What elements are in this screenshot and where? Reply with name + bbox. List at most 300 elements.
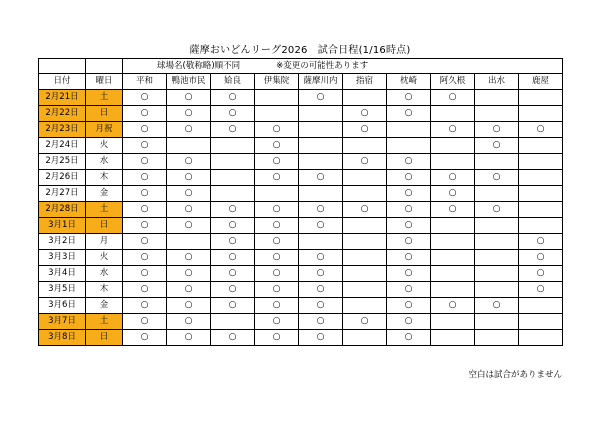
game-mark: ○: [272, 236, 281, 246]
game-cell: [123, 314, 167, 330]
game-mark: ○: [140, 92, 149, 102]
game-cell: [431, 330, 475, 346]
game-cell: [431, 138, 475, 154]
game-cell: [431, 170, 475, 186]
game-cell: [519, 106, 563, 122]
game-mark: ○: [404, 284, 413, 294]
game-cell: [519, 250, 563, 266]
game-cell: [475, 90, 519, 106]
game-cell: [299, 298, 343, 314]
game-cell: [123, 106, 167, 122]
date-cell: 3月1日: [39, 218, 86, 234]
game-mark: ○: [492, 140, 501, 150]
game-mark: ○: [228, 124, 237, 134]
game-mark: ○: [272, 252, 281, 262]
page-title: 薩摩おいどんリーグ2026 試合日程(1/16時点): [189, 45, 411, 56]
game-cell: [431, 314, 475, 330]
game-mark: ○: [272, 284, 281, 294]
game-mark: ○: [404, 172, 413, 182]
game-cell: [343, 298, 387, 314]
game-cell: [387, 202, 431, 218]
game-cell: [343, 90, 387, 106]
game-mark: ○: [140, 300, 149, 310]
game-cell: [211, 90, 255, 106]
date-cell: 2月22日: [39, 106, 86, 122]
game-cell: [167, 266, 211, 282]
column-header-row: [39, 74, 563, 90]
weekday-cell: 木: [86, 282, 123, 298]
game-cell: [255, 154, 299, 170]
schedule-row: [39, 298, 563, 314]
schedule-row: [39, 234, 563, 250]
game-mark: ○: [184, 124, 193, 134]
game-mark: ○: [272, 300, 281, 310]
game-cell: [343, 202, 387, 218]
game-cell: [255, 138, 299, 154]
game-cell: [387, 234, 431, 250]
game-mark: ○: [228, 300, 237, 310]
change-notice: ※変更の可能性あります: [276, 61, 369, 71]
game-cell: [387, 250, 431, 266]
game-cell: [387, 282, 431, 298]
game-mark: ○: [228, 332, 237, 342]
game-cell: [519, 314, 563, 330]
game-cell: [519, 170, 563, 186]
game-cell: [299, 250, 343, 266]
schedule-row: [39, 170, 563, 186]
game-cell: [475, 218, 519, 234]
game-mark: ○: [140, 332, 149, 342]
game-cell: [299, 218, 343, 234]
footer-note: 空白は試合がありません: [468, 370, 562, 380]
game-cell: [299, 314, 343, 330]
game-cell: [343, 154, 387, 170]
date-cell: 2月26日: [39, 170, 86, 186]
game-cell: [299, 122, 343, 138]
game-mark: ○: [140, 204, 149, 214]
game-mark: ○: [228, 236, 237, 246]
game-cell: [343, 106, 387, 122]
game-cell: [519, 218, 563, 234]
schedule-row: [39, 122, 563, 138]
header-note-cell: [123, 59, 563, 74]
game-cell: [123, 90, 167, 106]
column-header-date: 日付: [39, 74, 86, 90]
game-cell: [167, 106, 211, 122]
game-mark: ○: [536, 252, 545, 262]
game-cell: [431, 122, 475, 138]
header-blank-cell: [86, 59, 123, 74]
game-cell: [299, 266, 343, 282]
game-mark: ○: [492, 124, 501, 134]
game-cell: [211, 186, 255, 202]
game-mark: ○: [228, 220, 237, 230]
game-cell: [211, 266, 255, 282]
date-cell: 3月4日: [39, 266, 86, 282]
game-mark: ○: [404, 220, 413, 230]
column-header-venue: 枕崎: [387, 74, 431, 90]
game-cell: [123, 330, 167, 346]
game-mark: ○: [140, 220, 149, 230]
game-mark: ○: [404, 268, 413, 278]
game-cell: [211, 234, 255, 250]
game-mark: ○: [140, 316, 149, 326]
weekday-cell: 月: [86, 234, 123, 250]
schedule-row: [39, 138, 563, 154]
game-cell: [299, 138, 343, 154]
game-cell: [255, 266, 299, 282]
column-header-venue: 出水: [475, 74, 519, 90]
schedule-row: [39, 330, 563, 346]
game-mark: ○: [448, 172, 457, 182]
game-mark: ○: [404, 236, 413, 246]
game-cell: [123, 122, 167, 138]
game-mark: ○: [404, 156, 413, 166]
game-cell: [123, 154, 167, 170]
game-cell: [475, 186, 519, 202]
weekday-cell: 日: [86, 106, 123, 122]
game-mark: ○: [404, 188, 413, 198]
game-mark: ○: [184, 172, 193, 182]
game-mark: ○: [140, 156, 149, 166]
game-cell: [299, 154, 343, 170]
game-cell: [343, 186, 387, 202]
game-cell: [211, 298, 255, 314]
game-cell: [123, 218, 167, 234]
game-cell: [431, 282, 475, 298]
game-cell: [123, 234, 167, 250]
date-cell: 3月5日: [39, 282, 86, 298]
date-cell: 2月28日: [39, 202, 86, 218]
schedule-row: [39, 314, 563, 330]
game-cell: [211, 202, 255, 218]
weekday-cell: 金: [86, 298, 123, 314]
game-cell: [299, 90, 343, 106]
game-cell: [519, 186, 563, 202]
game-cell: [343, 138, 387, 154]
game-cell: [475, 282, 519, 298]
game-cell: [519, 138, 563, 154]
game-mark: ○: [360, 156, 369, 166]
game-cell: [299, 106, 343, 122]
game-mark: ○: [404, 92, 413, 102]
game-cell: [387, 90, 431, 106]
game-cell: [475, 266, 519, 282]
schedule-row: [39, 266, 563, 282]
column-header-venue: 平和: [123, 74, 167, 90]
game-mark: ○: [140, 108, 149, 118]
game-cell: [211, 106, 255, 122]
weekday-cell: 木: [86, 170, 123, 186]
game-mark: ○: [404, 316, 413, 326]
game-cell: [299, 330, 343, 346]
schedule-row: [39, 186, 563, 202]
game-cell: [475, 250, 519, 266]
column-header-venue: 伊集院: [255, 74, 299, 90]
column-header-venue: 鴨池市民: [167, 74, 211, 90]
game-mark: ○: [228, 268, 237, 278]
game-mark: ○: [272, 204, 281, 214]
game-cell: [211, 218, 255, 234]
game-mark: ○: [536, 236, 545, 246]
game-cell: [387, 186, 431, 202]
game-mark: ○: [404, 204, 413, 214]
weekday-cell: 土: [86, 90, 123, 106]
date-cell: 3月6日: [39, 298, 86, 314]
game-cell: [123, 282, 167, 298]
game-cell: [211, 154, 255, 170]
game-cell: [255, 314, 299, 330]
weekday-cell: 土: [86, 314, 123, 330]
weekday-cell: 日: [86, 330, 123, 346]
game-cell: [211, 138, 255, 154]
game-cell: [519, 298, 563, 314]
game-cell: [475, 330, 519, 346]
game-mark: ○: [316, 252, 325, 262]
game-cell: [475, 138, 519, 154]
game-cell: [167, 138, 211, 154]
game-cell: [343, 170, 387, 186]
game-cell: [387, 170, 431, 186]
game-mark: ○: [492, 172, 501, 182]
game-cell: [387, 218, 431, 234]
game-cell: [519, 122, 563, 138]
schedule-table: [38, 58, 563, 346]
game-cell: [255, 218, 299, 234]
game-cell: [431, 218, 475, 234]
game-mark: ○: [448, 204, 457, 214]
game-cell: [343, 314, 387, 330]
date-cell: 3月8日: [39, 330, 86, 346]
weekday-cell: 水: [86, 266, 123, 282]
game-cell: [167, 186, 211, 202]
game-cell: [519, 90, 563, 106]
header-blank-cell: [39, 59, 86, 74]
game-cell: [343, 250, 387, 266]
game-mark: ○: [184, 188, 193, 198]
game-cell: [255, 250, 299, 266]
game-cell: [167, 250, 211, 266]
date-cell: 2月21日: [39, 90, 86, 106]
game-cell: [299, 170, 343, 186]
game-cell: [299, 234, 343, 250]
date-cell: 2月23日: [39, 122, 86, 138]
game-cell: [343, 122, 387, 138]
game-mark: ○: [536, 268, 545, 278]
column-header-venue: 阿久根: [431, 74, 475, 90]
date-cell: 2月27日: [39, 186, 86, 202]
game-mark: ○: [184, 204, 193, 214]
game-cell: [255, 330, 299, 346]
game-mark: ○: [272, 124, 281, 134]
game-mark: ○: [140, 268, 149, 278]
game-cell: [387, 298, 431, 314]
game-cell: [167, 234, 211, 250]
game-mark: ○: [184, 252, 193, 262]
game-cell: [255, 106, 299, 122]
game-cell: [519, 202, 563, 218]
game-cell: [343, 330, 387, 346]
game-cell: [123, 186, 167, 202]
schedule-row: [39, 250, 563, 266]
game-mark: ○: [448, 300, 457, 310]
game-cell: [211, 330, 255, 346]
game-cell: [255, 186, 299, 202]
weekday-cell: 金: [86, 186, 123, 202]
game-cell: [387, 266, 431, 282]
schedule-row: [39, 106, 563, 122]
game-cell: [431, 90, 475, 106]
game-mark: ○: [228, 204, 237, 214]
game-cell: [475, 298, 519, 314]
column-header-venue: 薩摩川内: [299, 74, 343, 90]
game-mark: ○: [140, 172, 149, 182]
game-mark: ○: [184, 156, 193, 166]
game-mark: ○: [140, 124, 149, 134]
date-cell: 2月25日: [39, 154, 86, 170]
game-mark: ○: [272, 268, 281, 278]
schedule-row: [39, 202, 563, 218]
game-mark: ○: [316, 92, 325, 102]
game-cell: [387, 154, 431, 170]
game-cell: [255, 234, 299, 250]
game-mark: ○: [140, 188, 149, 198]
game-mark: ○: [184, 300, 193, 310]
game-cell: [387, 122, 431, 138]
game-mark: ○: [448, 188, 457, 198]
game-cell: [475, 170, 519, 186]
game-cell: [475, 154, 519, 170]
game-cell: [475, 106, 519, 122]
schedule-row: [39, 154, 563, 170]
game-cell: [299, 202, 343, 218]
game-cell: [255, 122, 299, 138]
game-mark: ○: [140, 252, 149, 262]
schedule-row: [39, 90, 563, 106]
game-cell: [431, 298, 475, 314]
game-mark: ○: [184, 92, 193, 102]
game-mark: ○: [404, 300, 413, 310]
game-mark: ○: [184, 284, 193, 294]
game-cell: [123, 170, 167, 186]
game-mark: ○: [316, 316, 325, 326]
column-header-venue: 指宿: [343, 74, 387, 90]
game-cell: [167, 282, 211, 298]
date-cell: 3月2日: [39, 234, 86, 250]
game-cell: [431, 186, 475, 202]
game-mark: ○: [316, 204, 325, 214]
weekday-cell: 土: [86, 202, 123, 218]
weekday-cell: 水: [86, 154, 123, 170]
game-mark: ○: [228, 108, 237, 118]
header-note-row: [39, 59, 563, 74]
date-cell: 2月24日: [39, 138, 86, 154]
game-mark: ○: [272, 140, 281, 150]
game-mark: ○: [272, 332, 281, 342]
game-cell: [519, 266, 563, 282]
game-cell: [167, 298, 211, 314]
game-cell: [211, 122, 255, 138]
game-cell: [167, 170, 211, 186]
game-mark: ○: [404, 332, 413, 342]
game-mark: ○: [184, 316, 193, 326]
game-mark: ○: [228, 92, 237, 102]
weekday-cell: 火: [86, 250, 123, 266]
game-mark: ○: [272, 156, 281, 166]
game-cell: [255, 170, 299, 186]
game-mark: ○: [272, 220, 281, 230]
game-cell: [167, 314, 211, 330]
game-mark: ○: [360, 316, 369, 326]
game-cell: [519, 154, 563, 170]
game-cell: [431, 250, 475, 266]
game-cell: [431, 106, 475, 122]
game-cell: [123, 202, 167, 218]
game-mark: ○: [404, 252, 413, 262]
game-cell: [167, 90, 211, 106]
game-mark: ○: [448, 124, 457, 134]
game-cell: [475, 234, 519, 250]
game-mark: ○: [272, 316, 281, 326]
game-cell: [387, 106, 431, 122]
game-mark: ○: [536, 124, 545, 134]
game-mark: ○: [184, 332, 193, 342]
game-cell: [387, 330, 431, 346]
game-cell: [123, 266, 167, 282]
game-mark: ○: [140, 140, 149, 150]
game-cell: [123, 250, 167, 266]
game-cell: [431, 154, 475, 170]
game-cell: [475, 202, 519, 218]
game-mark: ○: [404, 108, 413, 118]
game-cell: [167, 330, 211, 346]
game-cell: [387, 138, 431, 154]
venue-order-note: 球場名(敬称略)順不同: [157, 61, 241, 71]
game-cell: [255, 202, 299, 218]
game-cell: [343, 234, 387, 250]
game-cell: [255, 298, 299, 314]
date-cell: 3月7日: [39, 314, 86, 330]
schedule-row: [39, 218, 563, 234]
game-mark: ○: [272, 172, 281, 182]
game-cell: [519, 330, 563, 346]
game-mark: ○: [492, 204, 501, 214]
game-mark: ○: [360, 124, 369, 134]
game-mark: ○: [316, 268, 325, 278]
game-mark: ○: [184, 220, 193, 230]
game-mark: ○: [316, 220, 325, 230]
game-cell: [299, 186, 343, 202]
game-cell: [123, 138, 167, 154]
game-mark: ○: [360, 204, 369, 214]
column-header-venue: 鹿屋: [519, 74, 563, 90]
game-cell: [475, 314, 519, 330]
weekday-cell: 火: [86, 138, 123, 154]
game-mark: ○: [360, 108, 369, 118]
game-cell: [211, 314, 255, 330]
game-cell: [167, 154, 211, 170]
game-cell: [431, 266, 475, 282]
game-cell: [255, 90, 299, 106]
game-mark: ○: [316, 172, 325, 182]
schedule-row: [39, 282, 563, 298]
weekday-cell: 日: [86, 218, 123, 234]
game-cell: [167, 218, 211, 234]
game-cell: [167, 122, 211, 138]
game-mark: ○: [536, 284, 545, 294]
game-mark: ○: [228, 284, 237, 294]
game-mark: ○: [184, 268, 193, 278]
